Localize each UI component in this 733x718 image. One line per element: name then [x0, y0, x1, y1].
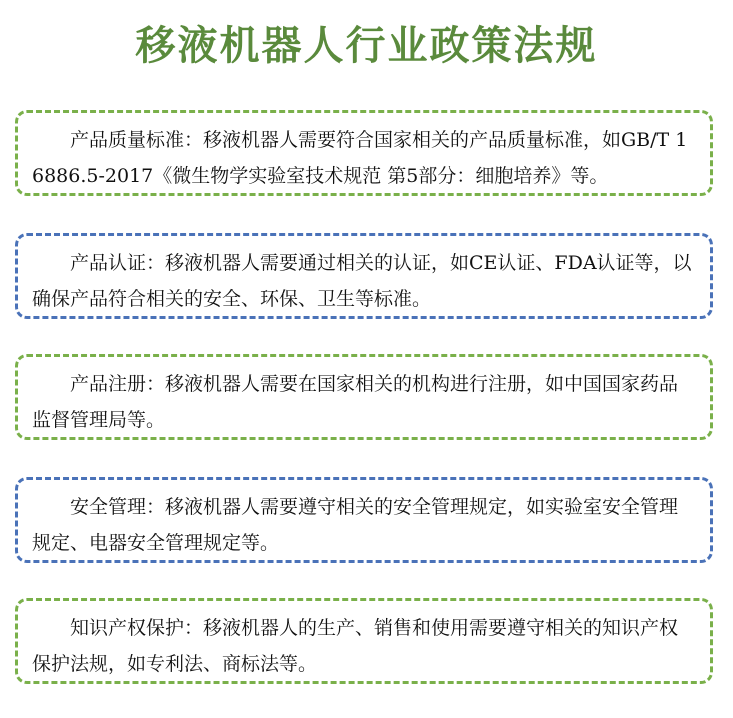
policy-card-quality-standard [15, 110, 713, 196]
policy-text: 产品认证：移液机器人需要通过相关的认证，如CE认证、FDA认证等，以确保产品符合相关的安全、环保、卫生等标准。 [32, 252, 692, 310]
policy-card-certification [15, 233, 713, 319]
policy-card-safety-management [15, 477, 713, 563]
policy-card-ip-protection [15, 598, 713, 684]
policy-text: 知识产权保护：移液机器人的生产、销售和使用需要遵守相关的知识产权保护法规，如专利法、商标法等。 [32, 617, 679, 675]
page-title: 移液机器人行业政策法规 [135, 23, 598, 69]
policy-text: 产品质量标准：移液机器人需要符合国家相关的产品质量标准，如GB/T 16886.5-2017《微生物学实验室技术规范 第5部分：细胞培养》等。 [32, 129, 688, 187]
policy-card-registration [15, 354, 713, 440]
policy-text: 产品注册：移液机器人需要在国家相关的机构进行注册，如中国国家药品监督管理局等。 [32, 373, 679, 431]
policy-text: 安全管理：移液机器人需要遵守相关的安全管理规定，如实验室安全管理规定、电器安全管理规定等。 [32, 496, 679, 554]
